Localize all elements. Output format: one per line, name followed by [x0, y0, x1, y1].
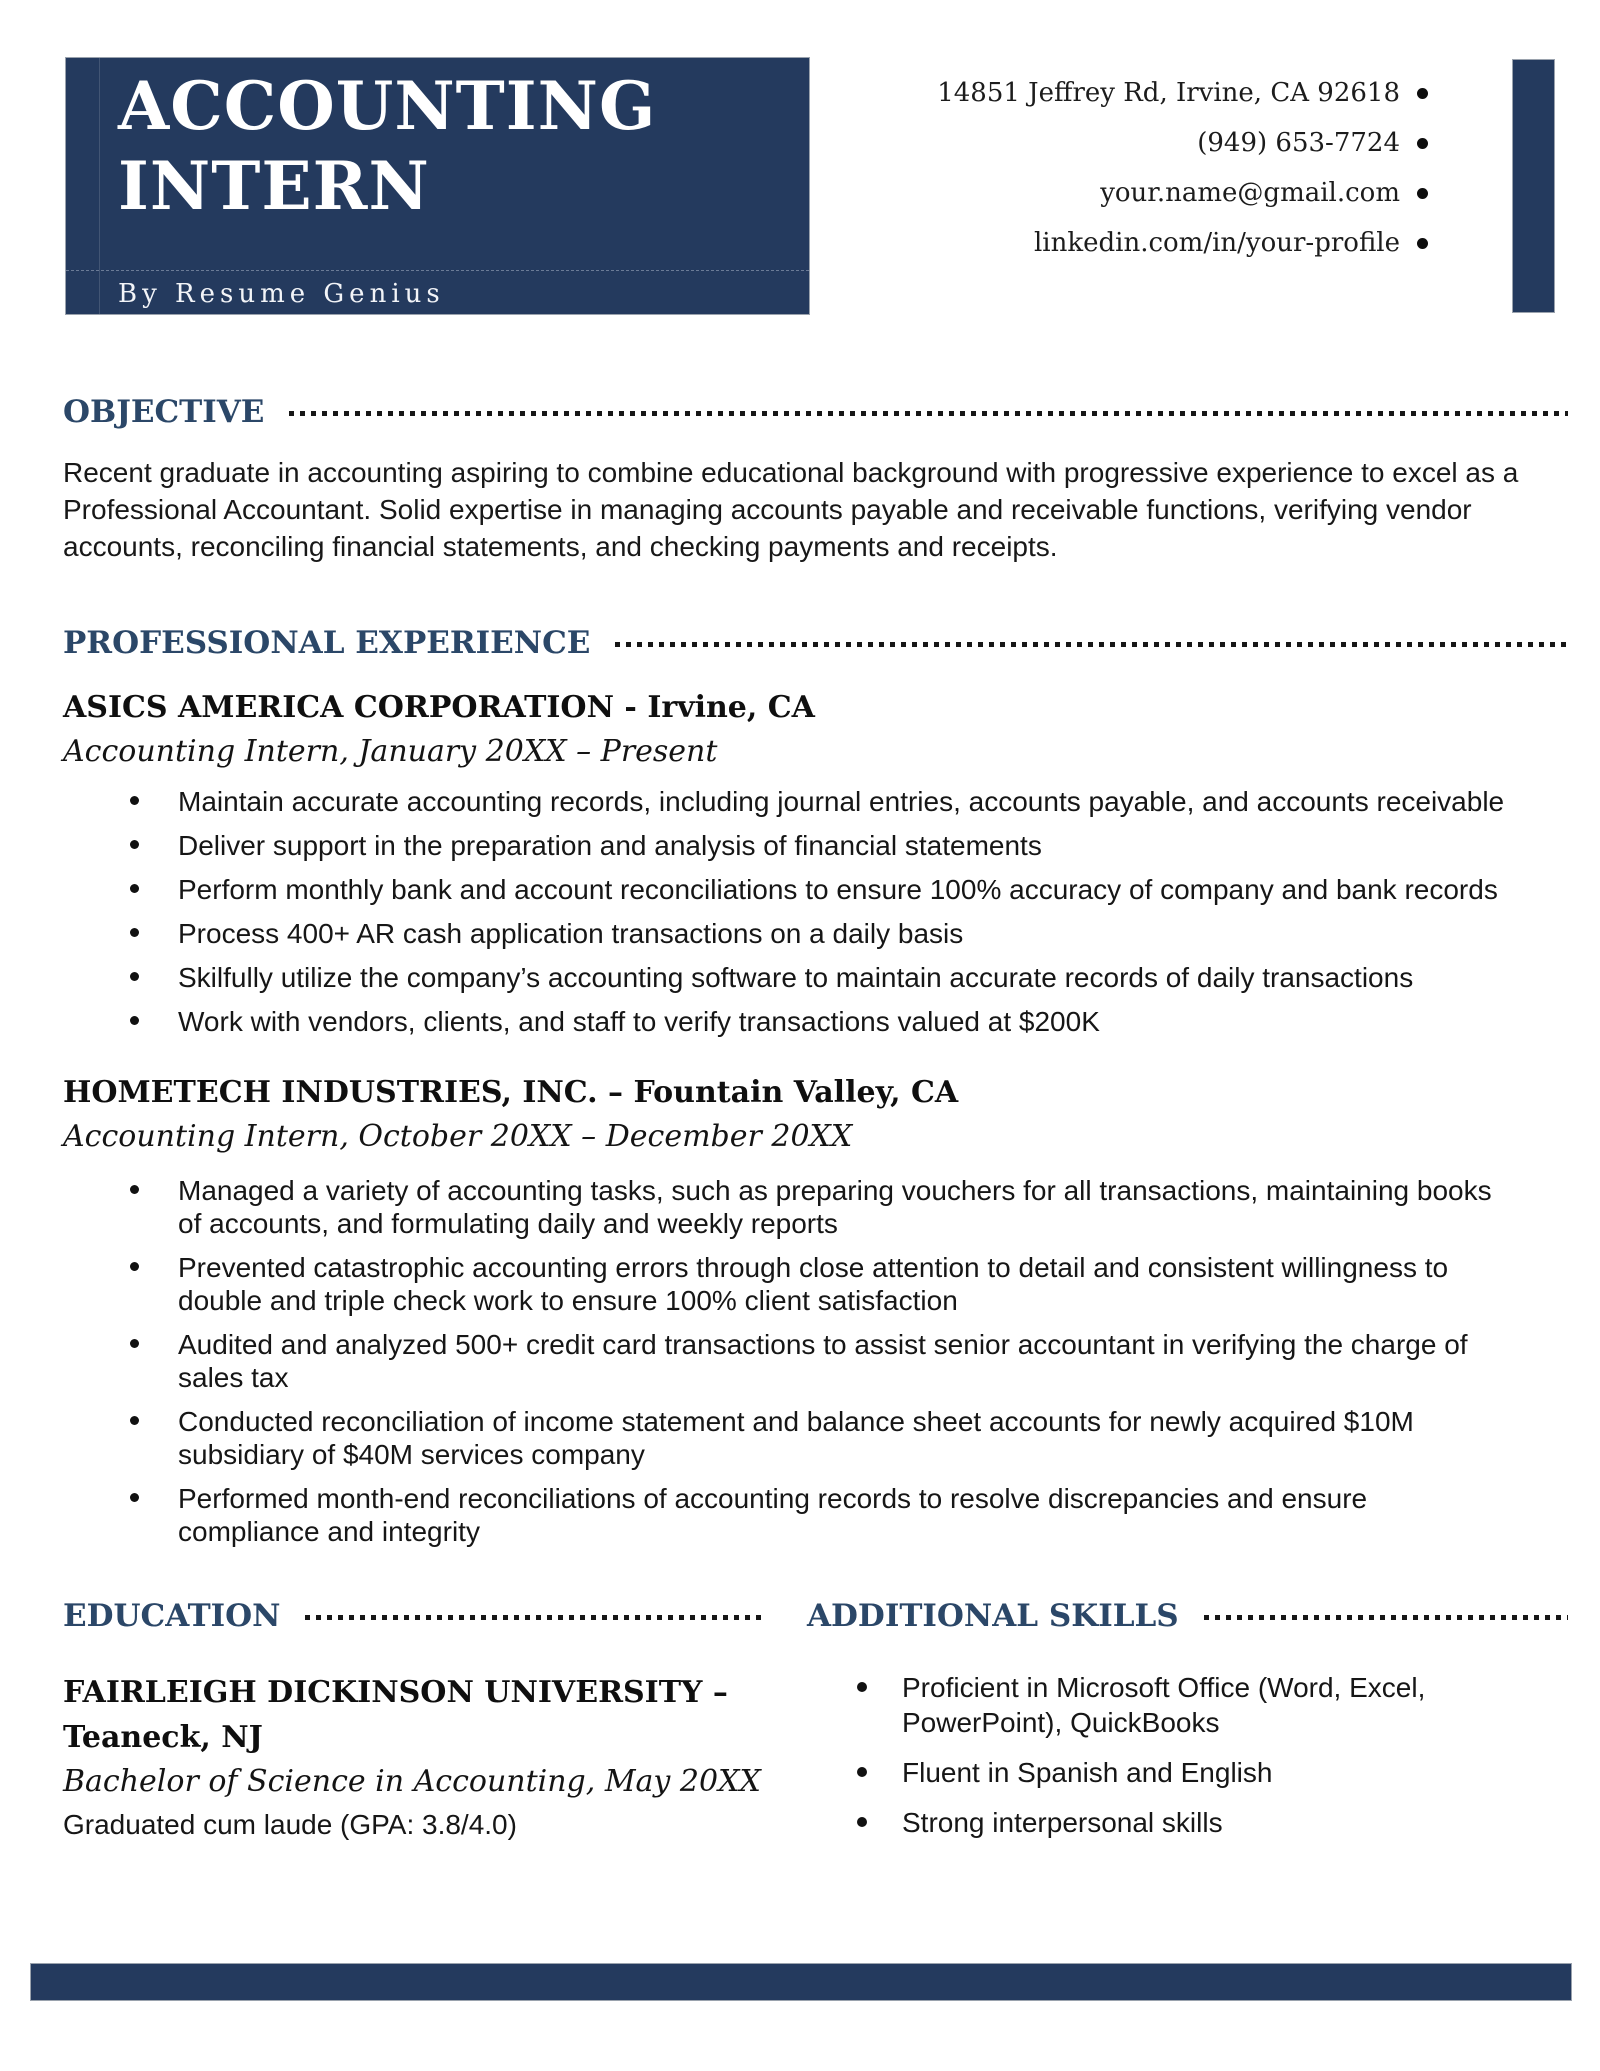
section-heading-education: [63, 1596, 766, 1636]
job-bullet: Deliver support in the preparation and analysis of financial statements: [63, 829, 1563, 862]
job-bullet-list: [63, 785, 1568, 1038]
job-bullet: Perform monthly bank and account reconciliations to ensure 100% accuracy of company and bank records: [63, 873, 1563, 906]
resume-title-line2: INTERN: [118, 147, 430, 225]
experience-heading-label: PROFESSIONAL EXPERIENCE: [63, 625, 591, 661]
dotted-separator: [305, 1615, 766, 1620]
job-role-dates: Accounting Intern, January 20XX – Present: [63, 734, 718, 769]
skill-item: Strong interpersonal skills: [807, 1805, 1568, 1840]
job-bullet-list: [63, 1174, 1568, 1548]
job-bullet: Conducted reconciliation of income statement and balance sheet accounts for newly acquired $10M subsidiary of $40M services company: [63, 1405, 1493, 1471]
dotted-separator: [1204, 1615, 1568, 1620]
education-column: [63, 1596, 766, 1855]
section-heading-objective: [63, 392, 1568, 432]
contact-linkedin: linkedin.com/in/your-profile: [1033, 228, 1400, 258]
section-heading-skills: [807, 1596, 1568, 1636]
contact-phone: (949) 653-7724: [1197, 128, 1400, 158]
byline: By Resume Genius: [118, 279, 445, 309]
job-bullet: Prevented catastrophic accounting errors through close attention to detail and consistent willingness to double and triple check work to ensure 100% client satisfaction: [63, 1251, 1493, 1317]
job-company-name: HOMETECH INDUSTRIES, INC. – Fountain Valley, CA: [63, 1075, 959, 1110]
skills-list: [807, 1670, 1568, 1840]
school-name-line2: Teaneck, NJ: [63, 1720, 263, 1755]
section-heading-experience: [63, 623, 1568, 663]
objective-heading-label: OBJECTIVE: [63, 394, 265, 430]
education-heading-label: EDUCATION: [63, 1598, 281, 1634]
job-company-name: ASICS AMERICA CORPORATION - Irvine, CA: [63, 690, 815, 725]
job-bullet: Process 400+ AR cash application transactions on a daily basis: [63, 917, 1563, 950]
skill-item: Fluent in Spanish and English: [807, 1755, 1568, 1790]
footer-accent-bar: [30, 1963, 1572, 2001]
contact-email: your.name@gmail.com: [1100, 178, 1400, 208]
school-name: [63, 1670, 766, 1760]
resume-title-line1: ACCOUNTING: [118, 67, 657, 145]
resume-body: [63, 0, 1568, 1855]
job-role-dates: Accounting Intern, October 20XX – December 20XX: [63, 1119, 853, 1154]
job-bullet: Work with vendors, clients, and staff to verify transactions valued at $200K: [63, 1005, 1563, 1038]
education-skills-row: [63, 1596, 1568, 1855]
skill-item: Proficient in Microsoft Office (Word, Excel, PowerPoint), QuickBooks: [807, 1670, 1568, 1740]
job-bullet: Maintain accurate accounting records, including journal entries, accounts payable, and accounts receivable: [63, 785, 1563, 818]
dotted-separator: [289, 411, 1568, 416]
job-bullet: Audited and analyzed 500+ credit card transactions to assist senior accountant in verifying the charge of sales tax: [63, 1328, 1493, 1394]
skills-heading-label: ADDITIONAL SKILLS: [807, 1598, 1179, 1634]
job-bullet: Skilfully utilize the company’s accounting software to maintain accurate records of daily transactions: [63, 961, 1563, 994]
education-note: Graduated cum laude (GPA: 3.8/4.0): [63, 1809, 517, 1840]
dotted-separator: [615, 642, 1568, 647]
job-bullet: Managed a variety of accounting tasks, such as preparing vouchers for all transactions, maintaining books of accounts, and formulating daily and weekly reports: [63, 1174, 1493, 1240]
contact-address: 14851 Jeffrey Rd, Irvine, CA 92618: [937, 78, 1400, 108]
objective-text: Recent graduate in accounting aspiring to combine educational background with progressive experience to excel as a Professional Accountant. Solid expertise in managing accounts payable and receivable functions, verifying vendor accounts, reconciling financial statements, and checking payments and receipts.: [63, 457, 1519, 562]
job-bullet: Performed month-end reconciliations of accounting records to resolve discrepancies and ensure compliance and integrity: [63, 1482, 1493, 1548]
degree-line: Bachelor of Science in Accounting, May 20XX: [63, 1764, 761, 1799]
school-name-line1: FAIRLEIGH DICKINSON UNIVERSITY –: [63, 1675, 728, 1710]
skills-column: [807, 1596, 1568, 1855]
